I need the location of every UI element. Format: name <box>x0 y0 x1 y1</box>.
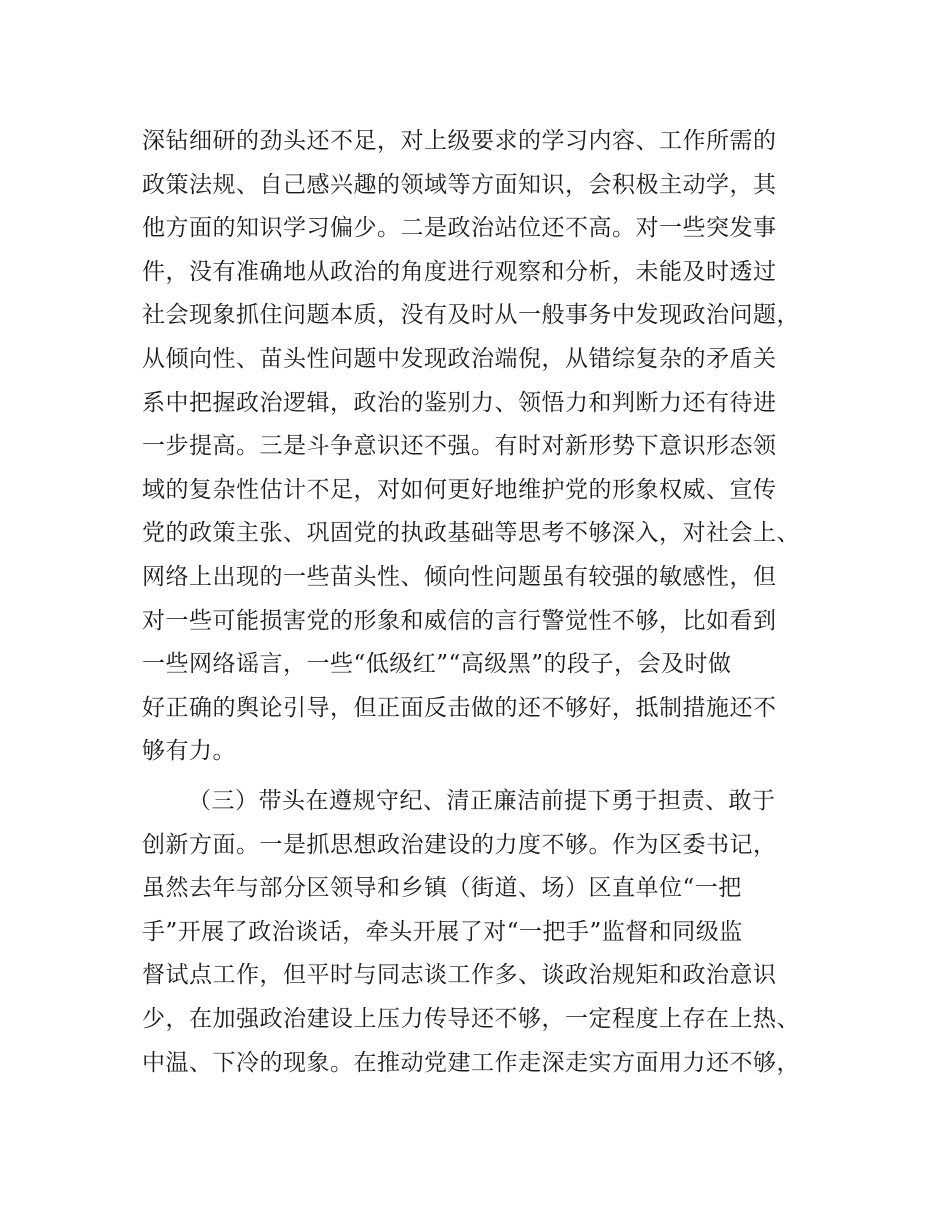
paragraph-1-line: 好正确的舆论引导，但正面反击做的还不够好，抵制措施还不 <box>142 694 777 721</box>
paragraph-1-line: 政策法规、自己感兴趣的领域等方面知识，会积极主动学，其 <box>142 171 777 198</box>
paragraph-1-line: 对一些可能损害党的形象和威信的言行警觉性不够，比如看到 <box>142 607 777 634</box>
paragraph-1-line: 域的复杂性估计不足，对如何更好地维护党的形象权威、宣传 <box>142 476 777 503</box>
paragraph-1-line: 他方面的知识学习偏少。二是政治站位还不高。对一些突发事 <box>142 215 777 242</box>
paragraph-1-line: 一步提高。三是斗争意识还不强。有时对新形势下意识形态领 <box>142 433 777 460</box>
paragraph-1-line: 深钻细研的劲头还不足，对上级要求的学习内容、工作所需的 <box>142 128 777 154</box>
paragraph-2-line: 少，在加强政治建设上压力传导还不够，一定程度上存在上热、 <box>142 1005 800 1032</box>
paragraph-2 <box>142 780 842 1085</box>
paragraph-1 <box>142 120 842 774</box>
paragraph-1-line: 网络上出现的一些苗头性、倾向性问题虽有较强的敏感性，但 <box>142 563 777 590</box>
paragraph-1-line: 社会现象抓住问题本质，没有及时从一般事务中发现政治问题， <box>142 302 800 329</box>
paragraph-2-line: 中温、下冷的现象。在推动党建工作走深走实方面用力还不够， <box>142 1049 800 1076</box>
paragraph-1-line: 够有力。 <box>142 738 236 765</box>
paragraph-2-line: （三）带头在遵规守纪、清正廉洁前提下勇于担责、敢于 <box>188 788 776 814</box>
paragraph-1-line: 件，没有准确地从政治的角度进行观察和分析，未能及时透过 <box>142 258 777 285</box>
paragraph-1-line: 从倾向性、苗头性问题中发现政治端倪，从错综复杂的矛盾关 <box>142 345 777 372</box>
paragraph-1-line: 党的政策主张、巩固党的执政基础等思考不够深入，对社会上、 <box>142 520 800 547</box>
paragraph-1-line: 一些网络谣言，一些“低级红”“高级黑”的段子，会及时做 <box>142 651 732 678</box>
paragraph-2-line: 虽然去年与部分区领导和乡镇（街道、场）区直单位“一把 <box>142 875 742 902</box>
paragraph-2-line: 创新方面。一是抓思想政治建设的力度不够。作为区委书记， <box>142 831 777 858</box>
paragraph-2-line: 手”开展了政治谈话，牵头开展了对“一把手”监督和同级监 <box>142 918 743 945</box>
paragraph-2-line: 督试点工作，但平时与同志谈工作多、谈政治规矩和政治意识 <box>142 962 777 989</box>
paragraph-1-line: 系中把握政治逻辑，政治的鉴别力、领悟力和判断力还有待进 <box>142 389 777 416</box>
